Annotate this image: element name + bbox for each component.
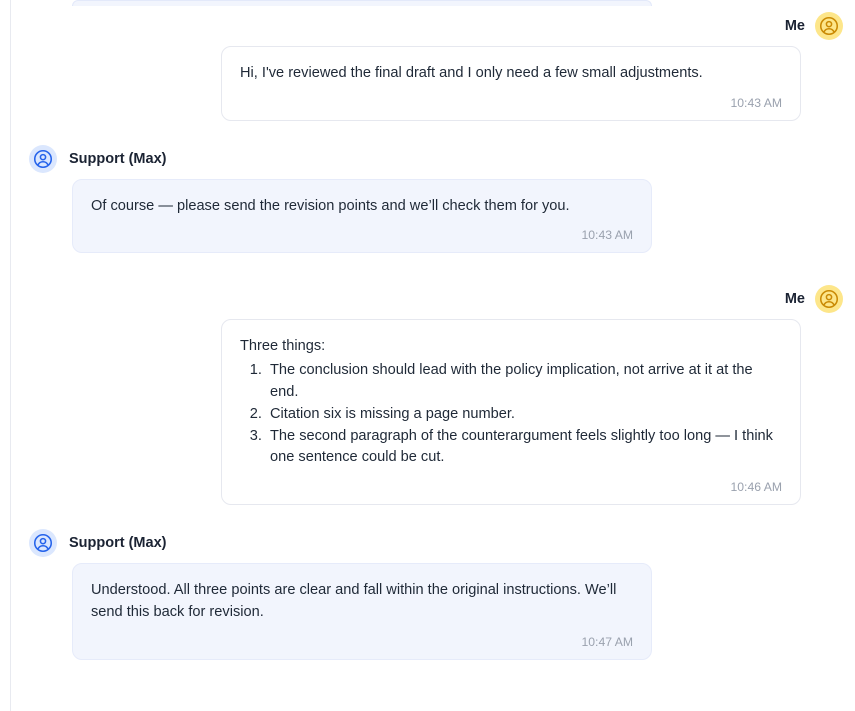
message-item [11, 279, 855, 505]
sender-name: Me [784, 291, 805, 308]
message-timestamp: 10:47 AM [581, 634, 633, 649]
message-bubble[interactable] [72, 179, 652, 254]
message-list [240, 360, 782, 469]
user-circle-icon [29, 529, 57, 557]
message-text: Three things: [240, 338, 326, 355]
message-bubble[interactable] [221, 319, 801, 505]
message-bubble-row [11, 46, 855, 121]
sender-name: Support (Max) [69, 535, 167, 552]
message-spacer [11, 125, 855, 139]
user-circle-icon [815, 12, 843, 40]
message-bubble-row [11, 179, 855, 254]
message-item [11, 6, 855, 121]
message-bubble[interactable] [221, 46, 801, 121]
message-text: Understood. All three points are clear and fall within the original instructions. We’ll send this back for revision. [91, 582, 621, 620]
message-header [11, 139, 855, 179]
message-timestamp: 10:43 AM [581, 228, 633, 243]
message-timestamp: 10:46 AM [730, 480, 782, 495]
message-text: Hi, I've reviewed the final draft and I only need a few small adjustments. [240, 65, 703, 81]
message-text: Of course — please send the revision points and we’ll check them for you. [91, 197, 570, 214]
sender-name: Me [784, 18, 805, 34]
list-item: 3. The second paragraph of the counterargument feels slightly too long — I think one sentence could be cut. [266, 426, 782, 470]
left-rail-divider [0, 0, 11, 711]
message-header [11, 523, 855, 563]
message-bubble-row [11, 563, 855, 659]
list-item: 2. Citation six is missing a page number. [266, 404, 782, 426]
message-header [11, 279, 855, 319]
message-bubble[interactable] [72, 563, 652, 659]
message-item [11, 139, 855, 254]
message-bubble-row [11, 319, 855, 505]
message-spacer [11, 257, 855, 279]
list-item: 1. The conclusion should lead with the policy implication, not arrive at it at the end. [266, 360, 782, 404]
message-header [11, 6, 855, 46]
message-spacer [11, 509, 855, 523]
sender-name: Support (Max) [69, 150, 167, 167]
user-circle-icon [815, 285, 843, 313]
message-scroll-area[interactable] [11, 0, 855, 711]
user-circle-icon [29, 145, 57, 173]
message-item [11, 523, 855, 659]
message-timestamp: 10:43 AM [730, 95, 782, 110]
